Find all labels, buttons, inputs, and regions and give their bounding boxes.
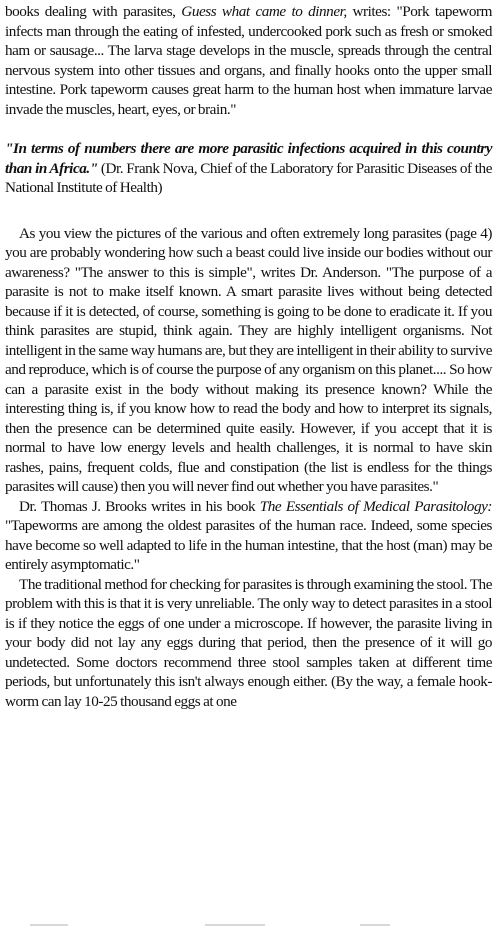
- quote-attribution: (Dr. Frank Nova, Chief of the Laboratory for Parasitic Diseases of the National Institute of Health): [5, 159, 492, 196]
- document-page: [5, 2, 492, 711]
- paragraph-text: As you view the pictures of the various and often extremely long parasites (page 4) you are probably wondering how such a beast could live inside our bodies without our awareness? "The answer to this is simple", writes Dr. Anderson. "The purpose of a parasite is not to make itself known. A smart parasite lives without being detected because if it is detected, of course, something is going to be done to eradicate it. If you think parasites are stupid, think again. They are highly intelligent organisms. Not intelligent in the same way humans are, but they are intelligent in their ability to survive and reproduce, which is of course the purpose of any organism on this planet.... So how can a parasite exist in the body without making its presence known? While the interesting thing is, if you know how to read the body and how to interpret its signals, then the presence can be determined quite easily. However, if you accept that it is normal to have low energy levels and health challenges, it is normal to have skin rashes, pains, frequent colds, flue and constipation (the list is endless for the things parasites will cause) then you will never find out whether you have parasites.": [5, 224, 492, 495]
- paragraph-text: writes: "Pork tapeworm infects man through the eating of infested, undercooked pork such as fresh or smoked ham or sausage... The larva stage develops in the muscle, spreads through the central nervous system into other tissues and organs, and finally hooks onto the upper small intestine. Pork tapeworm causes great harm to the human host when immature larvae invade the muscles, heart, eyes, or brain.": [5, 3, 493, 118]
- scan-artifact-marks: [30, 924, 470, 928]
- scan-mark: [205, 924, 265, 926]
- book-title: The Essentials of Medical Parasitology:: [259, 497, 492, 515]
- scan-mark: [360, 924, 390, 926]
- paragraph-text: Dr. Thomas J. Brooks writes in his book: [19, 497, 260, 515]
- paragraph-pork-tapeworm: [5, 2, 492, 119]
- paragraph-nova-quote: [5, 139, 492, 198]
- paragraph-text: books dealing with parasites,: [5, 3, 182, 20]
- scan-mark: [30, 924, 68, 926]
- paragraph-text: "Tapeworms are among the oldest parasites of the human race. Indeed, some species have become so well adapted to life in the human intestine, that the host (man) may be entirely asymptomatic.": [5, 517, 492, 573]
- paragraph-text: The traditional method for checking for parasites is through examining the stool. The problem with this is that it is very unreliable. The only way to detect parasites in a stool is if they notice the eggs of one under a microscope. If however, the parasite living in your body did not lay any eggs during that period, then the presence of it will go undetected. Some doctors recommend three stool samples taken at different time periods, but unfortunately this isn't always enough either. (By the way, a female hook-worm can lay 10-25 thousand eggs at one: [5, 575, 492, 710]
- paragraph-brooks: [5, 497, 492, 575]
- book-title: Guess what came to dinner,: [181, 3, 347, 20]
- paragraph-stool-testing: [5, 575, 492, 712]
- pull-quote: "In terms of numbers there are more parasitic infections acquired in this country than in Africa.": [5, 140, 492, 177]
- paragraph-anderson: [5, 224, 492, 497]
